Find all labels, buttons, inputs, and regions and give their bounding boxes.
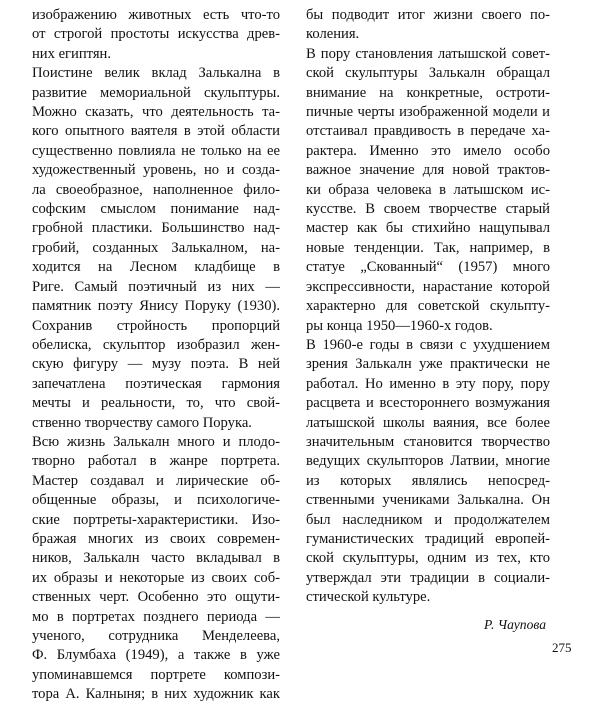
text-line: творно работал в жанре портрета.	[32, 453, 280, 470]
text-line: ской скульптуры, одним из тех, кто	[306, 550, 550, 567]
text-line: Ф. Блумбаха (1949), а также в уже	[32, 647, 280, 664]
text-line: статуе „Скованный“ (1957) много	[306, 259, 550, 276]
text-line: характерно для советской скульпту-	[306, 298, 550, 315]
text-line: из которых являлись непосред-	[306, 472, 550, 489]
text-line: них египтян.	[32, 45, 112, 62]
text-line: В пору становления латышской совет-	[306, 45, 550, 62]
text-line: общенные образы, и психологиче-	[32, 492, 280, 509]
text-line: ры конца 1950—1960-х годов.	[306, 317, 493, 334]
text-line: мастер как бы стихийно нащупывал	[306, 220, 550, 237]
text-line: обелиска, скульптор изобразил жен-	[32, 336, 280, 353]
text-line: рактера. Именно это имело особо	[306, 142, 550, 159]
text-line: ученого, сотрудника Менделеева,	[32, 628, 280, 644]
text-line: ла своеобразное, наполненное фило-	[32, 181, 280, 198]
text-line: зрения Залькалн уже практически не	[306, 356, 550, 373]
text-line: их образы и некоторые из своих соб-	[32, 569, 280, 586]
text-line: работал. Но именно в эту пору, пору	[306, 375, 550, 392]
text-line: скую фигуру — музу поэта. В ней	[32, 356, 280, 373]
text-line: внимание на конкретные, остроти-	[306, 84, 550, 101]
text-line: изображению животных есть что-то	[32, 7, 280, 23]
text-line: кого опытного ваятеля в этой области	[32, 123, 280, 140]
text-line: латышской школы ваяния, все более	[306, 414, 550, 431]
text-line: существенно повлияла не только на ее	[32, 142, 280, 159]
left-column	[32, 6, 280, 705]
text-line: мечты и реальности, то, что свой-	[32, 395, 280, 412]
text-line: ки образа человека в латышском ис-	[306, 181, 550, 198]
author-signature: Р. Чаупова	[484, 616, 546, 632]
text-line: гуманистических традиций европей-	[306, 530, 550, 547]
text-line: стической культуре.	[306, 589, 431, 606]
text-line: художественный уровень, но и созда-	[32, 162, 280, 179]
text-line: был наследником и продолжателем	[306, 511, 550, 528]
text-line: Риге. Самый поэтичный из них —	[32, 278, 280, 295]
text-line: отстаивал правдивость в передаче ха-	[306, 123, 550, 140]
text-line: Всю жизнь Залькалн много и плодо-	[32, 433, 280, 450]
text-line: тора А. Калныня; в них художник как	[32, 686, 280, 703]
text-line: новые тенденции. Так, например, в	[306, 239, 550, 256]
text-line: утверждал эти традиции в социали-	[306, 569, 550, 586]
text-line: ские портреты-характеристики. Изо-	[32, 511, 280, 528]
text-line: Можно сказать, что деятельность та-	[32, 104, 280, 121]
text-line: ственно творчеству самого Порука.	[32, 414, 252, 431]
text-line: ведущих скульпторов Латвии, многие	[306, 453, 550, 470]
text-line: расцвета и всестороннего возмужания	[306, 395, 550, 412]
text-line: важное значение для новой трактов-	[306, 162, 550, 179]
text-line: кусстве. В своем творчестве старый	[306, 201, 550, 218]
right-column	[306, 6, 550, 634]
text-line: значительным становится творчество	[306, 433, 550, 450]
text-line: бы подводит итог жизни своего по-	[306, 7, 550, 23]
text-line: ственными учениками Залькална. Он	[306, 492, 550, 509]
text-line: гробной пластики. Большинство над-	[32, 220, 280, 237]
text-line: упоминавшемся портрете компози-	[32, 666, 280, 683]
text-line: Поистине велик вклад Залькална в	[32, 65, 280, 82]
text-line: гробий, созданных Залькалном, на-	[32, 239, 280, 256]
text-line: Сохранив стройность пропорций	[32, 317, 280, 334]
text-line: от строгой простоты искусства древ-	[32, 26, 280, 43]
text-line: пичные черты изображенной модели и	[306, 104, 550, 121]
text-line: ственных черт. Особенно это ощути-	[32, 589, 280, 606]
text-line: софским смыслом понимание над-	[32, 201, 280, 218]
page-number: 275	[552, 640, 572, 655]
text-line: В 1960-е годы в связи с ухудшением	[306, 336, 550, 353]
text-line: ходится на Лесном кладбище в	[32, 259, 280, 276]
text-line: ской скульптуры Залькалн обращал	[306, 65, 550, 82]
text-line: коления.	[306, 26, 360, 43]
text-line: бражая многих из своих современ-	[32, 530, 280, 547]
text-line: экспрессивности, нарастание которой	[306, 278, 550, 295]
text-line: Мастер создавал и лирические об-	[32, 472, 280, 489]
text-line: запечатлена поэтическая гармония	[32, 375, 280, 392]
text-line: ников, Залькалн часто вкладывал в	[32, 550, 280, 567]
text-line: мо в портретах позднего периода —	[32, 608, 280, 625]
text-line: развитие мемориальной скульптуры.	[32, 84, 280, 101]
text-line: памятник поэту Янису Поруку (1930).	[32, 298, 280, 315]
